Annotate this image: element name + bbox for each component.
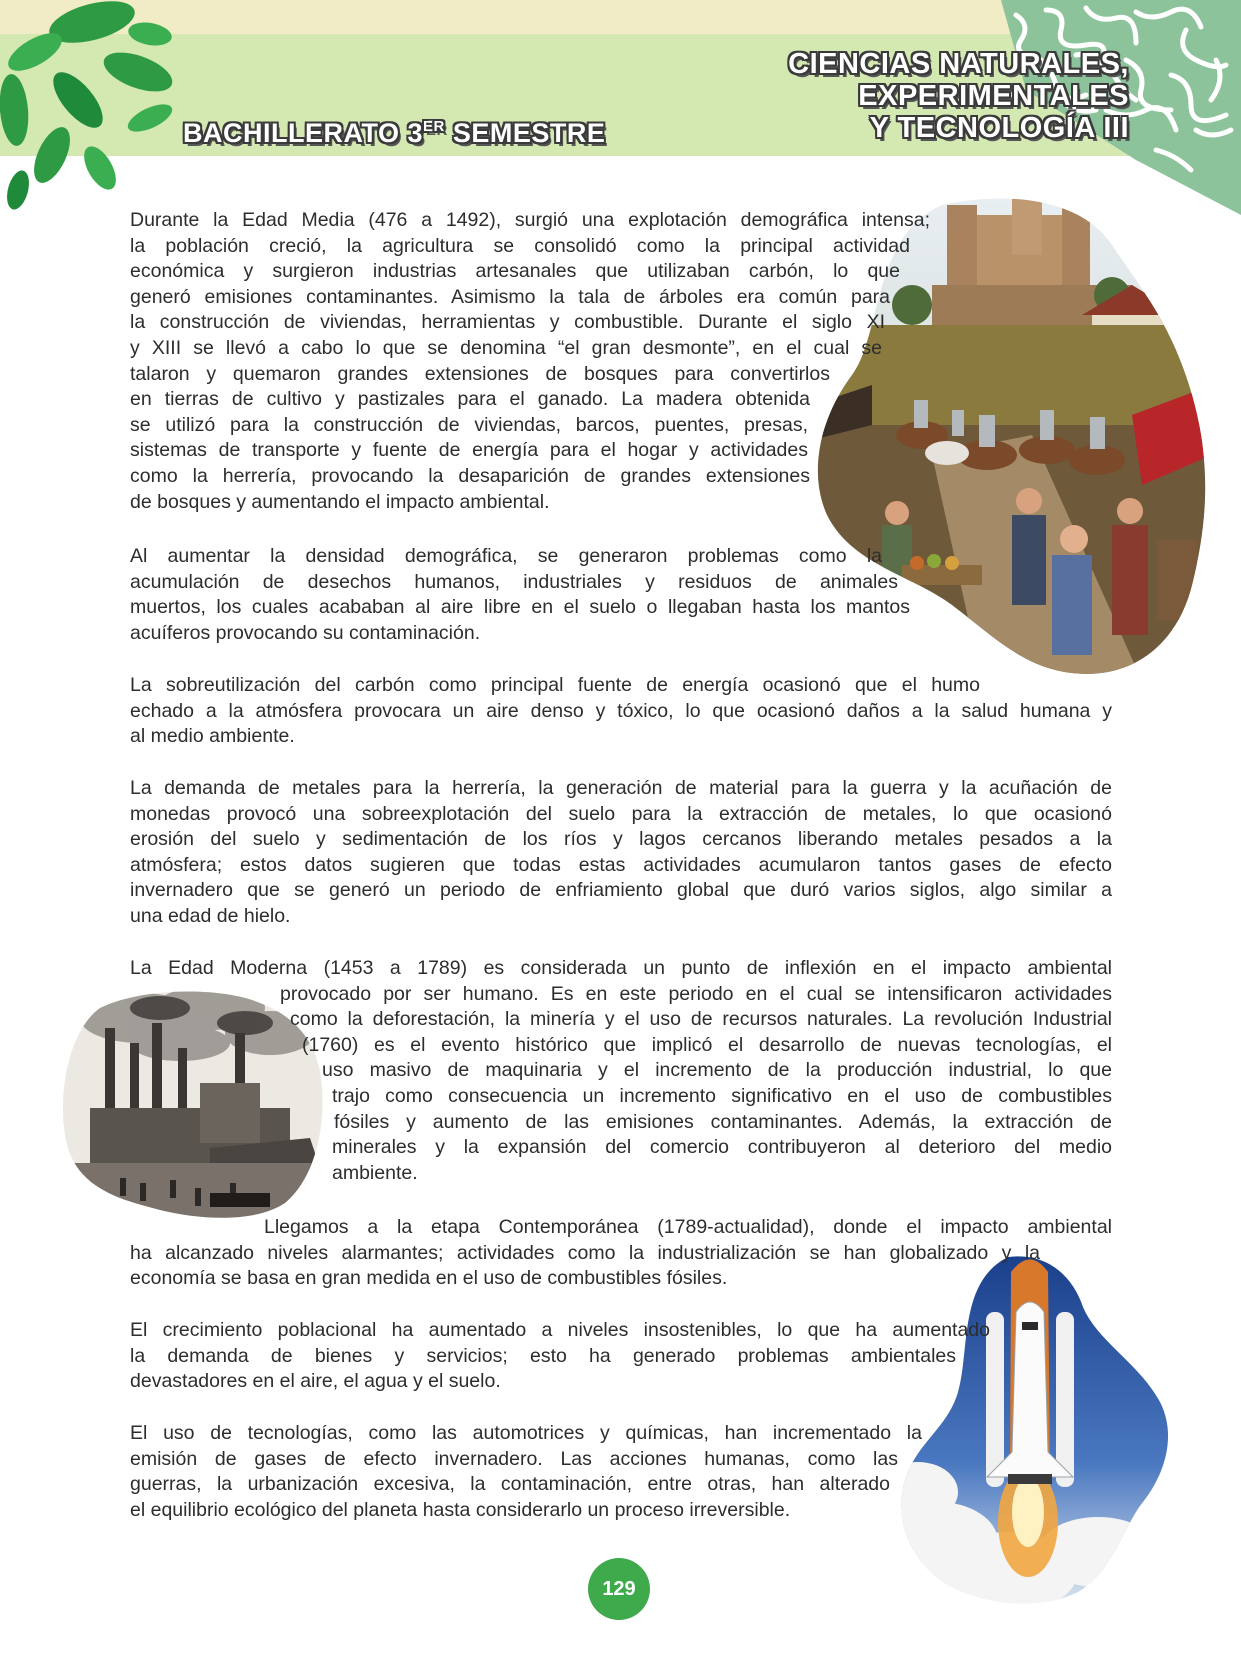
text-line: Llegamos a la etapa Contemporánea (1789-actualidad), donde el impacto ambiental bbox=[264, 1216, 1112, 1238]
text-line: echado a la atmósfera provocara un aire denso y tóxico, lo que ocasionó daños a la salud humana y bbox=[130, 699, 1112, 722]
subject-title-line-3: Y TECNOLOGÍA III bbox=[869, 112, 1129, 144]
paragraph-edad-moderna bbox=[130, 956, 1112, 1186]
text-line: La Edad Moderna (1453 a 1789) es considerada un punto de inflexión en el impacto ambiental bbox=[130, 957, 1112, 979]
text-line: economía se basa en gran medida en el uso de combustibles fósiles. bbox=[130, 1267, 728, 1290]
text-line: el equilibrio ecológico del planeta hasta considerarlo un proceso irreversible. bbox=[130, 1498, 791, 1521]
text-line: Durante la Edad Media (476 a 1492), surgió una explotación demográfica intensa; bbox=[130, 209, 930, 231]
text-line: uso masivo de maquinaria y el incremento de la producción industrial, lo que bbox=[322, 1059, 1112, 1082]
text-line: ambiente. bbox=[332, 1161, 418, 1184]
text-line: minerales y la expansión del comercio contribuyeron al deterioro del medio bbox=[332, 1136, 1112, 1159]
text-line: una edad de hielo. bbox=[130, 904, 291, 927]
text-line: de bosques y aumentando el impacto ambiental. bbox=[130, 490, 550, 513]
text-line: la construcción de viviendas, herramientas y combustible. Durante el siglo XI bbox=[130, 311, 885, 334]
text-line: como la herrería, provocando la desaparición de grandes extensiones bbox=[130, 464, 810, 487]
text-line: (1760) es el evento histórico que implicó el desarrollo de nuevas tecnologías, el bbox=[302, 1033, 1112, 1056]
text-line: sistemas de transporte y fuente de energía para el hogar y actividades bbox=[130, 439, 808, 462]
text-line: ha alcanzado niveles alarmantes; actividades como la industrialización se han globalizado y la bbox=[130, 1241, 1040, 1264]
text-line: guerras, la urbanización excesiva, la contaminación, entre otras, han alterado bbox=[130, 1473, 890, 1496]
text-line: emisión de gases de efecto invernadero. Las acciones humanas, como las bbox=[130, 1447, 898, 1470]
text-line: erosión del suelo y sedimentación de los ríos y lagos cercanos liberando metales pesados a la bbox=[130, 828, 1112, 851]
paragraph-carbon bbox=[130, 673, 1112, 750]
text-line: como la deforestación, la minería y el uso de recursos naturales. La revolución Industrial bbox=[290, 1008, 1112, 1031]
paragraph-densidad bbox=[130, 544, 910, 646]
text-line: acumulación de desechos humanos, industriales y residuos de animales bbox=[130, 570, 898, 593]
text-line: La sobreutilización del carbón como principal fuente de energía ocasionó que el humo bbox=[130, 674, 980, 696]
text-line: y XIII se llevó a cabo lo que se denomina “el gran desmonte”, en el cual se bbox=[130, 336, 882, 359]
subject-title-line-2: EXPERIMENTALES bbox=[858, 80, 1129, 112]
text-line: provocado por ser humano. Es en este periodo en el cual se intensificaron actividades bbox=[280, 982, 1112, 1005]
text-line: en tierras de cultivo y pastizales para el ganado. La madera obtenida bbox=[130, 388, 810, 411]
text-line: La demanda de metales para la herrería, la generación de material para la guerra y la acuñación de bbox=[130, 777, 1112, 799]
text-line: El uso de tecnologías, como las automotrices y químicas, han incrementado la bbox=[130, 1422, 922, 1444]
page-number-badge: 129 bbox=[588, 1558, 650, 1620]
text-line: atmósfera; estos datos sugieren que todas estas actividades acumularon tantos gases de efecto bbox=[130, 853, 1112, 876]
text-line: fósiles y aumento de las emisiones contaminantes. Además, la extracción de bbox=[334, 1110, 1112, 1133]
paragraph-metales bbox=[130, 776, 1112, 930]
text-line: monedas provocó una sobreexplotación del suelo para la extracción de metales, lo que ocasionó bbox=[130, 802, 1112, 825]
paragraph-edad-media bbox=[130, 208, 930, 515]
subject-title-line-1: CIENCIAS NATURALES, bbox=[788, 48, 1129, 80]
paragraph-tecnologias bbox=[130, 1421, 926, 1523]
text-line: económica y surgieron industrias artesanales que utilizaban carbón, lo que bbox=[130, 260, 900, 283]
text-line: al medio ambiente. bbox=[130, 725, 295, 748]
text-line: Al aumentar la densidad demográfica, se generaron problemas como la bbox=[130, 545, 882, 567]
text-line: El crecimiento poblacional ha aumentado a niveles insostenibles, lo que ha aumentado bbox=[130, 1319, 990, 1341]
text-line: muertos, los cuales acababan al aire libre en el suelo o llegaban hasta los mantos bbox=[130, 596, 910, 619]
text-line: la demanda de bienes y servicios; esto ha generado problemas ambientales bbox=[130, 1344, 956, 1367]
text-line: se utilizó para la construcción de viviendas, barcos, puentes, presas, bbox=[130, 413, 808, 436]
text-line: generó emisiones contaminantes. Asimismo la tala de árboles era común para bbox=[130, 285, 890, 308]
text-line: devastadores en el aire, el agua y el suelo. bbox=[130, 1370, 501, 1393]
text-line: trajo como consecuencia un incremento significativo en el uso de combustibles bbox=[332, 1084, 1112, 1107]
paragraph-crecimiento bbox=[130, 1318, 990, 1395]
text-line: acuíferos provocando su contaminación. bbox=[130, 621, 481, 644]
semester-title: BACHILLERATO 3ER SEMESTRE bbox=[183, 118, 606, 148]
text-line: talaron y quemaron grandes extensiones de bosques para convertirlos bbox=[130, 362, 830, 385]
text-line: la población creció, la agricultura se consolidó como la principal actividad bbox=[130, 234, 910, 257]
paragraph-contemporanea bbox=[130, 1215, 1112, 1292]
text-line: invernadero que se generó un periodo de enfriamiento global que duró varios siglos, algo similar a bbox=[130, 879, 1112, 902]
